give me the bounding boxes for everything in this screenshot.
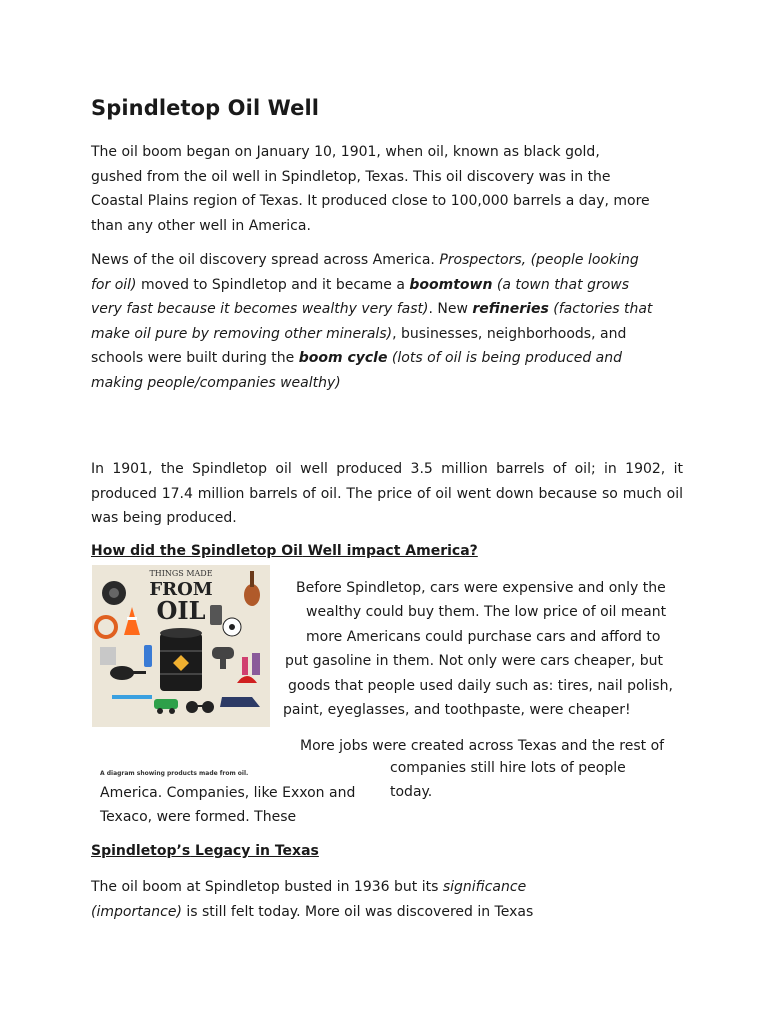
wrap-line: wealthy could buy them. The low price of oil meant [306, 604, 667, 620]
text-line [91, 875, 683, 900]
figure-title-oil: OIL [156, 596, 206, 625]
more-jobs-line: More jobs were created across Texas and the rest of [300, 738, 665, 754]
heading-part: Legacy in Texas [190, 843, 319, 859]
text-line: today. [390, 784, 433, 800]
definition-text: for oil) [91, 276, 137, 293]
text-line [91, 322, 681, 347]
text-line [91, 900, 683, 925]
text-segment: News of the oil discovery spread across America. [91, 252, 440, 268]
column-right [390, 756, 690, 804]
definition-text: very fast because it becomes wealthy very fast) [91, 301, 429, 317]
text-line [91, 346, 681, 371]
wrap-line: paint, eyeglasses, and toothpaste, were cheaper! [283, 702, 631, 718]
figure-header: THINGS MADE [149, 569, 213, 578]
wrap-line: goods that people used daily such as: tires, nail polish, [288, 678, 673, 694]
text-segment: is still felt today. More oil was discovered in Texas [181, 903, 534, 920]
wrap-line: more Americans could purchase cars and afford to [306, 629, 661, 645]
bottle-icon [144, 645, 152, 667]
oil-barrel-icon [160, 628, 202, 691]
column-left [100, 781, 380, 829]
text-line: The oil boom began on January 10, 1901, when oil, known as black gold, [91, 144, 600, 160]
text-line: gushed from the oil well in Spindletop, Texas. This oil discovery was in the [91, 168, 611, 185]
text-line [91, 297, 681, 322]
text-line [91, 371, 681, 396]
text-line: America. Companies, like Exxon and [100, 785, 356, 801]
term-significance: significance [442, 879, 527, 895]
definition-text: (importance) [91, 903, 182, 920]
term-boom-cycle: boom cycle [298, 350, 388, 366]
term-boomtown: boomtown [409, 276, 493, 293]
heading-part: How did the Spindletop Oil [91, 543, 303, 559]
text-segment: The oil boom at Spindletop busted in 1936 but its [91, 879, 443, 895]
text-segment: schools were built during the [91, 350, 299, 366]
tire-icon [102, 581, 126, 605]
text-segment: moved to Spindletop and it became a [136, 276, 410, 293]
definition-text: make oil pure by removing other minerals) [91, 325, 393, 342]
heading-legacy [91, 843, 319, 859]
page-title: Spindletop Oil Well [91, 96, 320, 120]
ball-icon [223, 618, 241, 636]
paragraph-production: In 1901, the Spindletop oil well produced 3.5 million barrels of oil; in 1902, it produced 17.4 million barrels of oil. The price of oil went down because so much oil was being produced. [91, 461, 683, 526]
wrap-line: put gasoline in them. Not only were cars cheaper, but [285, 653, 664, 669]
term-refineries: refineries [472, 301, 549, 317]
definition-text: (a town that grows [492, 276, 630, 293]
text-line: Texaco, were formed. These [100, 809, 297, 825]
figure-caption: A diagram showing products made from oil. [100, 770, 249, 777]
wrap-line: Before Spindletop, cars were expensive and only the [296, 580, 666, 596]
definition-text: (factories that [548, 301, 653, 317]
oil-products-illustration [92, 565, 270, 727]
figure-title-from: FROM [149, 579, 213, 600]
heading-part: Spindletop’s [91, 843, 191, 859]
phone-icon [210, 605, 222, 625]
text-segment: , businesses, neighborhoods, and [392, 325, 627, 342]
toothbrush-icon [112, 695, 152, 699]
paragraph-legacy [91, 875, 683, 924]
text-line [91, 248, 681, 273]
text-line: Coastal Plains region of Texas. It produced close to 100,000 barrels a day, more [91, 193, 650, 209]
bucket-icon [100, 647, 116, 665]
paragraph-news-spread [91, 248, 681, 395]
text-line [91, 273, 681, 298]
text-line: than any other well in America. [91, 217, 311, 234]
oil-products-figure [92, 565, 270, 727]
definition-text: (lots of oil is being produced and [387, 350, 623, 366]
text-line: companies still hire lots of people [390, 760, 626, 776]
paragraph-oil-boom [91, 140, 681, 238]
heading-part: Well impact America? [302, 543, 478, 559]
term-prospectors: Prospectors, (people looking [439, 252, 639, 268]
definition-text: making people/companies wealthy) [91, 374, 341, 391]
heading-impact [91, 543, 478, 559]
text-segment: . New [428, 301, 473, 317]
